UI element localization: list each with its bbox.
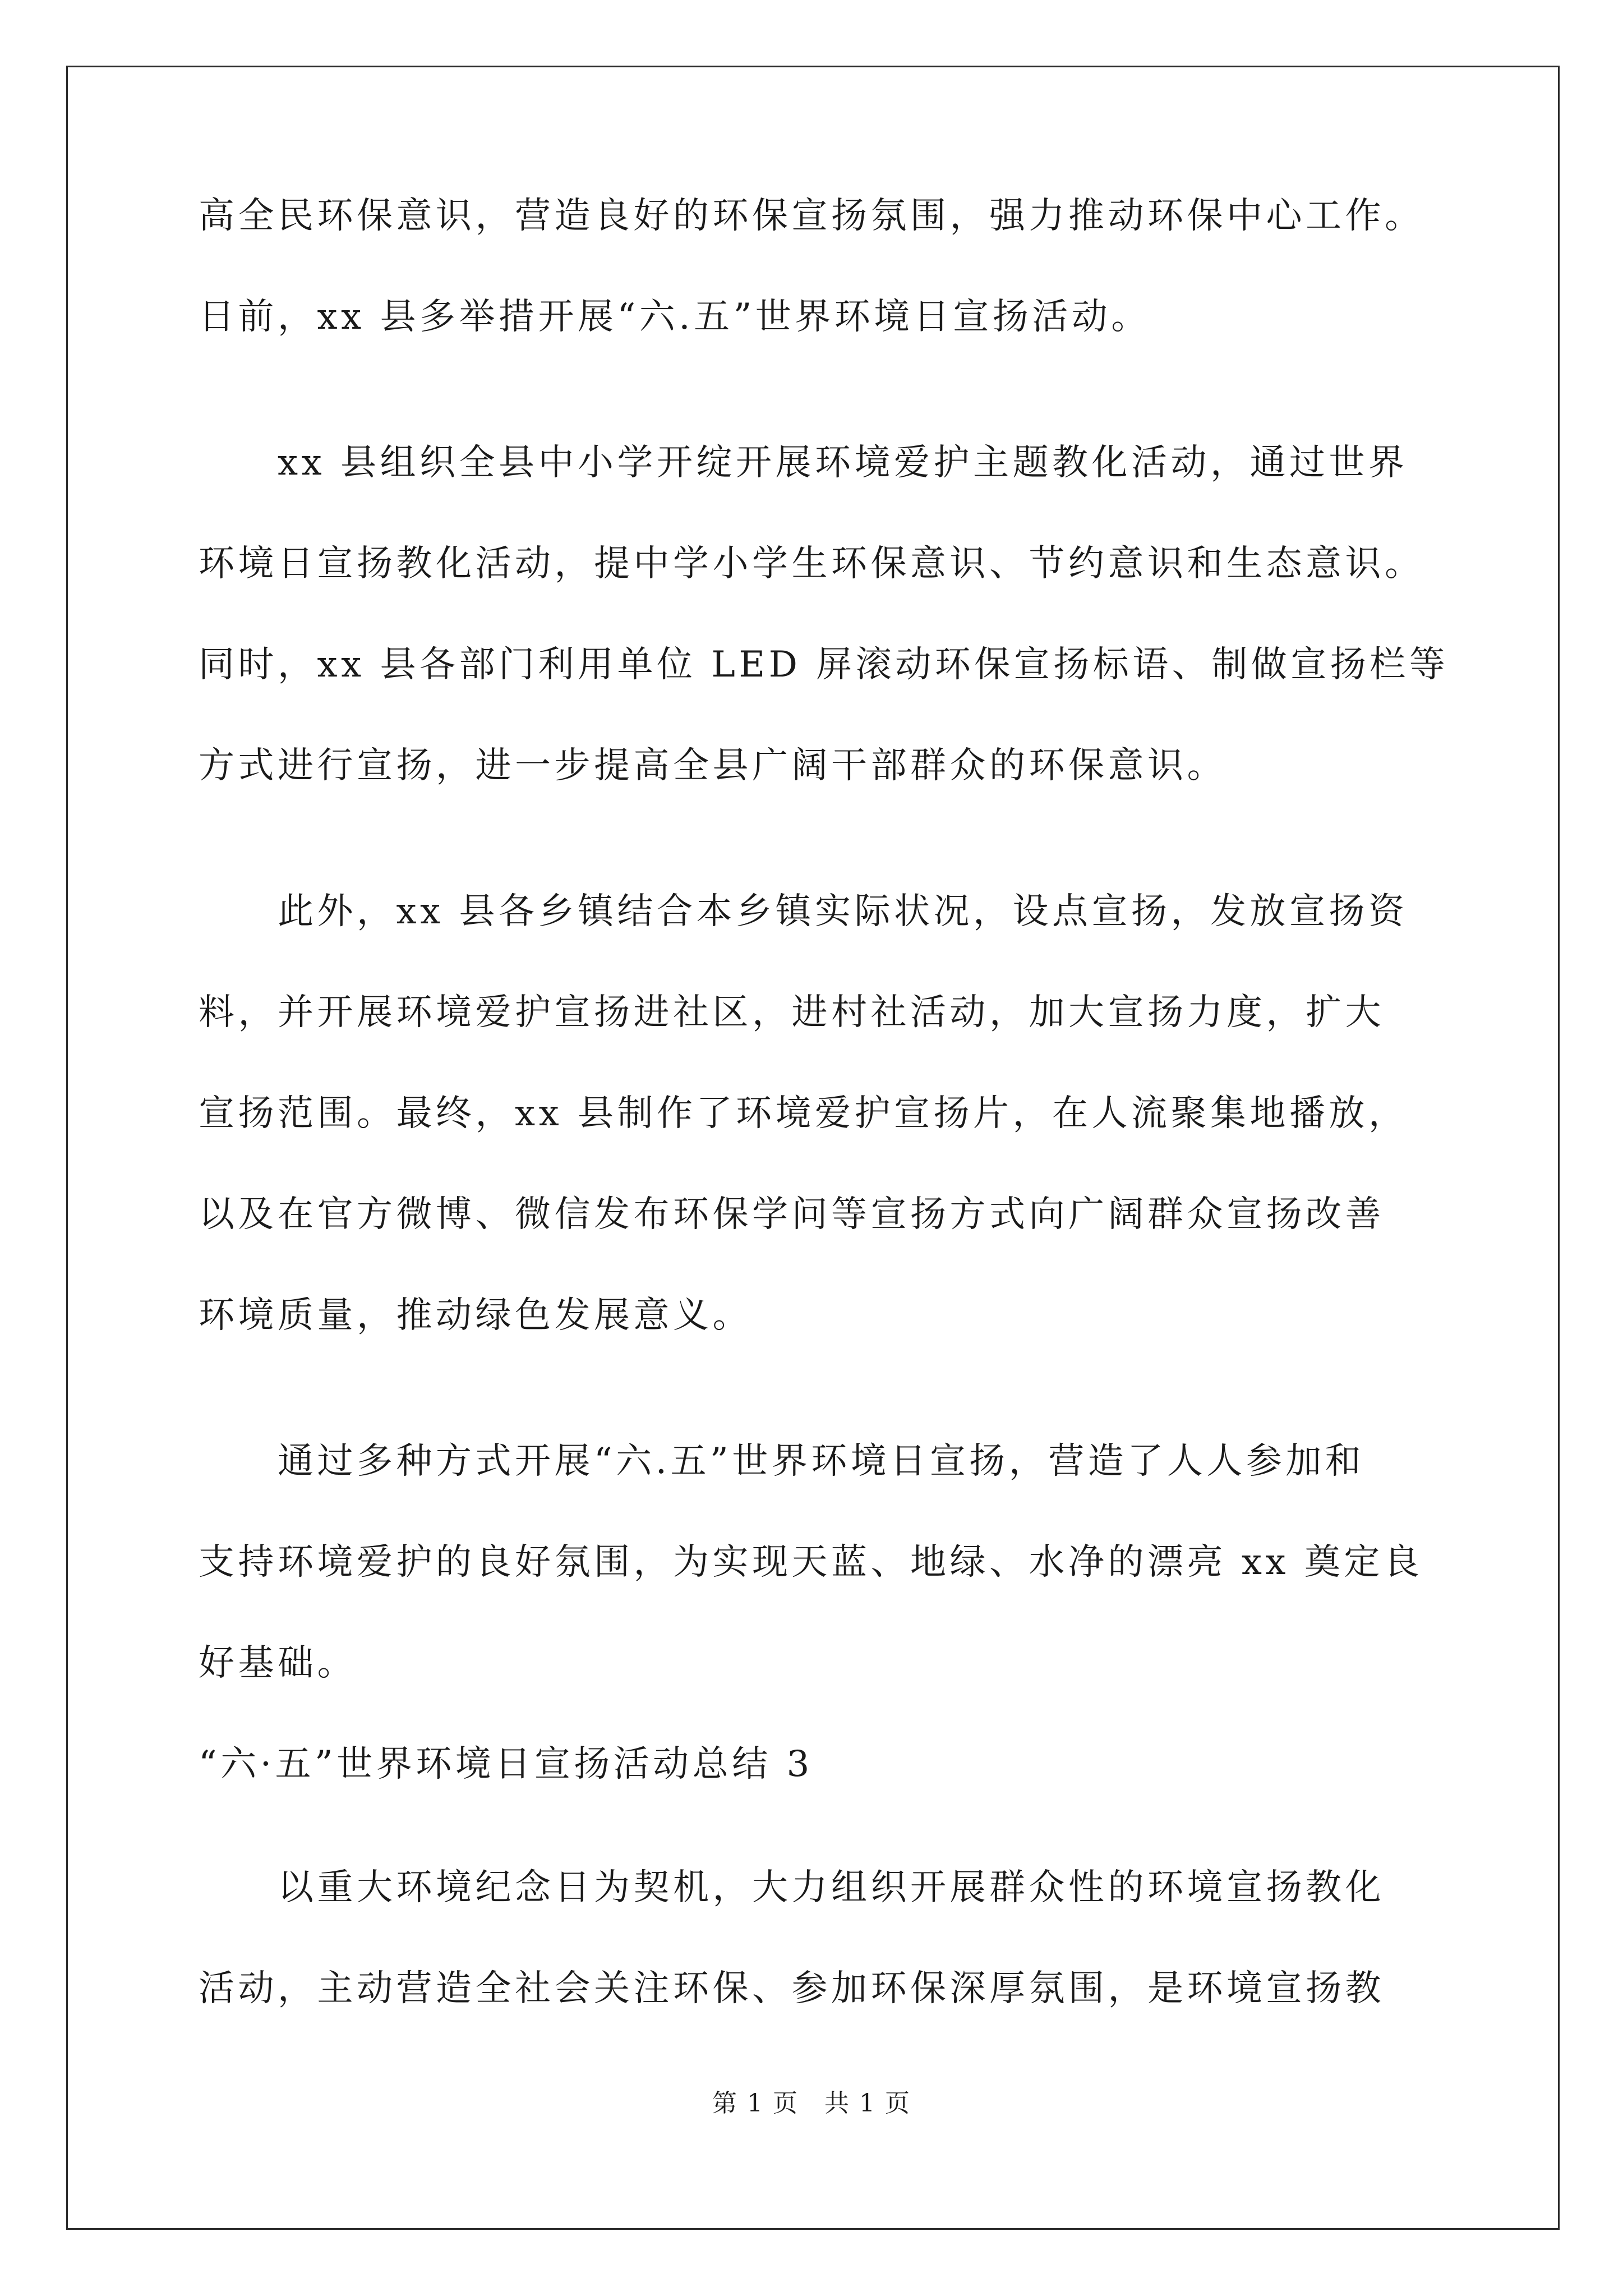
text-line: 方式进行宣扬，进一步提高全县广阔干部群众的环保意识。 <box>199 745 1227 786</box>
page-number: 第 1 页 共 1 页 <box>712 2089 911 2118</box>
text-line: 日前，xx 县多举措开展“六.五”世界环境日宣扬活动。 <box>199 296 1151 338</box>
text-line: 料，并开展环境爱护宣扬进社区，进村社活动，加大宣扬力度，扩大 <box>199 992 1385 1033</box>
text-line: 支持环境爱护的良好氛围，为实现天蓝、地绿、水净的漂亮 xx 奠定良 <box>199 1542 1423 1583</box>
text-line: 以及在官方微博、微信发布环保学问等宣扬方式向广阔群众宣扬改善 <box>199 1194 1385 1235</box>
text-line: 高全民环保意识，营造良好的环保宣扬氛围，强力推动环保中心工作。 <box>199 195 1424 237</box>
text-line: 以重大环境纪念日为契机，大力组织开展群众性的环境宣扬教化 <box>199 1867 1385 1908</box>
text-line: 宣扬范围。最终，xx 县制作了环境爱护宣扬片，在人流聚集地播放， <box>199 1093 1408 1134</box>
text-line: 好基础。 <box>199 1642 357 1684</box>
text-line: 环境日宣扬教化活动，提中学小学生环保意识、节约意识和生态意识。 <box>199 543 1424 585</box>
text-line: 通过多种方式开展“六.五”世界环境日宣扬，营造了人人参加和 <box>199 1441 1365 1482</box>
section-heading: “六·五”世界环境日宣扬活动总结 3 <box>199 1743 813 1785</box>
text-line: 活动，主动营造全社会关注环保、参加环保深厚氛围，是环境宣扬教 <box>199 1968 1385 2009</box>
text-line: xx 县组织全县中小学开绽开展环境爱护主题教化活动，通过世界 <box>199 442 1408 484</box>
text-line: 同时，xx 县各部门利用单位 LED 屏滚动环保宣扬标语、制做宣扬栏等 <box>199 644 1449 685</box>
text-line: 此外，xx 县各乡镇结合本乡镇实际状况，设点宣扬，发放宣扬资 <box>199 891 1408 932</box>
text-line: 环境质量，推动绿色发展意义。 <box>199 1295 752 1336</box>
